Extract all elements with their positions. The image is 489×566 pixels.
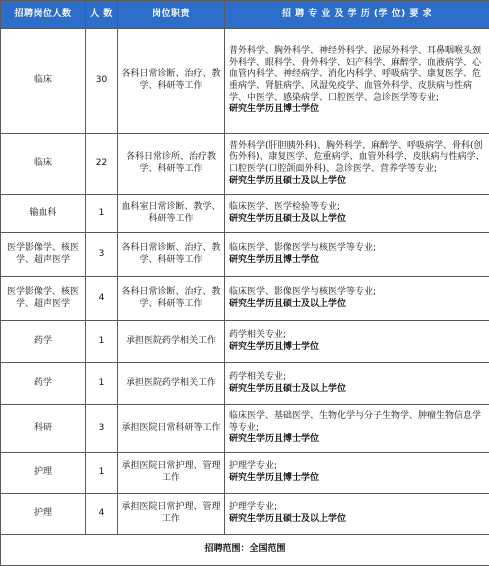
position-cell: 临床 [1,29,86,134]
requirements-text: 药学相关专业; [229,372,286,382]
degree-text: 研究生学历且硕士及以上学位 [229,384,486,396]
requirements-cell [225,321,489,363]
requirements-cell [225,405,489,453]
position-cell: 护理 [1,453,86,494]
position-cell: 护理 [1,494,86,535]
count-cell: 1 [86,363,118,405]
degree-text: 研究生学历且博士学位 [229,342,486,354]
degree-text: 研究生学历且博士学位 [229,104,486,116]
duties-cell: 承担医院日常科研等工作 [118,405,225,453]
header-requirements: 招 聘 专 业 及 学 历 (学 位) 要 求 [225,1,489,29]
table-row [1,195,489,233]
duties-cell: 血科室日常诊断、教学、科研等工作 [118,195,225,233]
degree-text: 研究生学历且硕士及以上学位 [229,176,486,188]
degree-text: 研究生学历且硕士及以上学位 [229,514,486,526]
requirements-text: 临床医学、基础医学、生物化学与分子生物学、肿瘤生物信息学等专业; [229,411,481,433]
degree-text: 研究生学历且博士学位 [229,434,486,446]
position-cell: 药学 [1,363,86,405]
requirements-cell [225,233,489,277]
table-row [1,405,489,453]
requirements-text: 临床医学、医学检验等专业; [229,202,340,212]
degree-text: 研究生学历且博士学位 [229,255,486,267]
requirements-cell [225,277,489,321]
count-cell: 22 [86,134,118,195]
header-position: 招聘岗位人数 [1,1,86,29]
degree-text: 研究生学历且硕士及以上学位 [229,299,486,311]
table-row [1,134,489,195]
degree-text: 研究生学历且博士学位 [229,473,486,485]
count-cell: 30 [86,29,118,134]
position-cell: 医学影像学、核医学、超声医学 [1,277,86,321]
position-cell: 临床 [1,134,86,195]
recruitment-scope: 招聘范围：全国范围 [1,535,489,566]
position-cell: 医学影像学、核医学、超声医学 [1,233,86,277]
table-row [1,321,489,363]
duties-cell: 承担医院日常护理、管理工作 [118,453,225,494]
count-cell: 1 [86,321,118,363]
header-count: 人 数 [86,1,118,29]
duties-cell: 承担医院药学相关工作 [118,321,225,363]
requirements-cell [225,494,489,535]
duties-cell: 承担医院日常护理、管理工作 [118,494,225,535]
table-row [1,453,489,494]
table-row [1,363,489,405]
duties-cell: 各科日常诊断、治疗、教学、科研等工作 [118,233,225,277]
duties-cell: 各科日常诊断、治疗、教学、科研等工作 [118,277,225,321]
count-cell: 3 [86,233,118,277]
degree-text: 研究生学历且硕士及以上学位 [229,214,486,226]
header-row [1,1,489,29]
duties-cell: 承担医院药学相关工作 [118,363,225,405]
count-cell: 4 [86,494,118,535]
count-cell: 3 [86,405,118,453]
table-row [1,277,489,321]
requirements-text: 护理学专业; [229,461,277,471]
requirements-text: 临床医学、影像医学与核医学等专业; [229,287,376,297]
position-cell: 输血科 [1,195,86,233]
table-row [1,494,489,535]
requirements-cell [225,29,489,134]
count-cell: 4 [86,277,118,321]
requirements-text: 药学相关专业; [229,330,286,340]
requirements-text: 临床医学、影像医学与核医学等专业; [229,243,376,253]
footer-row [1,535,489,566]
position-cell: 科研 [1,405,86,453]
position-cell: 药学 [1,321,86,363]
requirements-text: 普外科学、胸外科学、神经外科学、泌尿外科学、耳鼻咽喉头颈外科学、眼科学、骨外科学、妇产科学、麻醉学、血液病学、心血管内科学、神经病学、消化内科学、呼吸病学、康复医学、危重病学、肾脏病学、风湿免疫学、血管外科学、皮肤病与性病学、中医学、感染病学、口腔医学、急诊医学等专业; [229,46,481,102]
requirements-text: 普外科学(肝胆胰外科)、胸外科学、麻醉学、呼吸病学、骨科(创伤外科)、康复医学、危重病学、血管外科学、皮肤病与性病学、口腔医学(口腔颌面外科)、急诊医学、营养学等专业; [229,141,485,174]
count-cell: 1 [86,453,118,494]
duties-cell: 各科日常诊断、治疗、教学、科研等工作 [118,29,225,134]
header-duties: 岗位职责 [118,1,225,29]
requirements-cell [225,363,489,405]
requirements-cell [225,134,489,195]
table-row [1,233,489,277]
requirements-cell [225,195,489,233]
requirements-cell [225,453,489,494]
table-row [1,29,489,134]
requirements-text: 护理学专业; [229,502,277,512]
duties-cell: 各科日常诊所、治疗教学、科研等工作 [118,134,225,195]
count-cell: 1 [86,195,118,233]
